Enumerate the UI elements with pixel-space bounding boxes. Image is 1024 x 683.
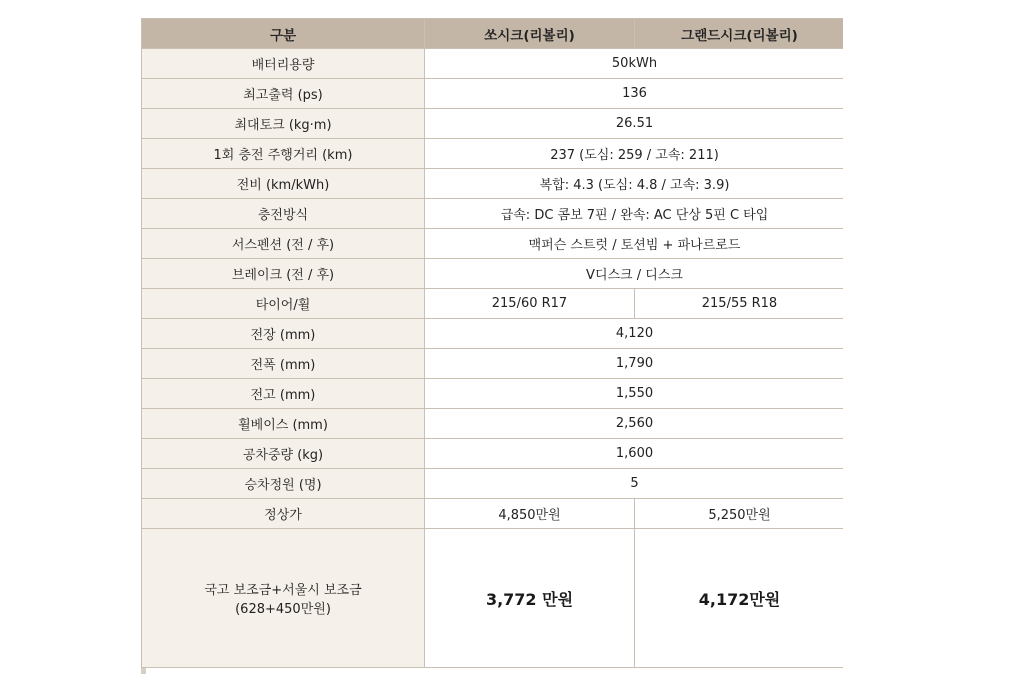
row-value: 237 (도심: 259 / 고속: 211) [425, 139, 845, 169]
row-value: 50kWh [425, 49, 845, 79]
row-label: 최대토크 (kg·m) [142, 109, 425, 139]
row-value-b: 5,250만원 [635, 499, 845, 529]
row-label: 승차정원 (명) [142, 469, 425, 499]
table-row [142, 319, 845, 349]
row-value: 4,120 [425, 319, 845, 349]
row-label: 1회 충전 주행거리 (km) [142, 139, 425, 169]
table-row [142, 79, 845, 109]
row-label: 정상가 [142, 499, 425, 529]
subsidy-value-b: 4,172만원 [635, 529, 845, 668]
row-label: 공차중량 (kg) [142, 439, 425, 469]
table-row [142, 169, 845, 199]
row-value: V디스크 / 디스크 [425, 259, 845, 289]
table-row [142, 499, 845, 529]
row-value-a: 4,850만원 [425, 499, 635, 529]
header-category: 구분 [142, 19, 425, 49]
header-row [142, 19, 845, 49]
table-row [142, 199, 845, 229]
row-value: 맥퍼슨 스트럿 / 토션빔 + 파나르로드 [425, 229, 845, 259]
row-value: 2,560 [425, 409, 845, 439]
row-label: 배터리용량 [142, 49, 425, 79]
subsidy-label [142, 529, 425, 668]
row-value: 급속: DC 콤보 7핀 / 완속: AC 단상 5핀 C 타입 [425, 199, 845, 229]
row-label: 전비 (km/kWh) [142, 169, 425, 199]
row-value: 136 [425, 79, 845, 109]
table-row [142, 109, 845, 139]
table-row [142, 439, 845, 469]
row-value: 26.51 [425, 109, 845, 139]
row-label: 최고출력 (ps) [142, 79, 425, 109]
table-right-edge [843, 18, 845, 674]
table-row [142, 349, 845, 379]
table-row [142, 379, 845, 409]
row-label: 서스펜션 (전 / 후) [142, 229, 425, 259]
row-value: 1,550 [425, 379, 845, 409]
table-row [142, 469, 845, 499]
row-label: 타이어/휠 [142, 289, 425, 319]
row-label: 휠베이스 (mm) [142, 409, 425, 439]
subsidy-label-line2: (628+450만원) [235, 602, 331, 617]
table-row [142, 229, 845, 259]
row-value-b: 215/55 R18 [635, 289, 845, 319]
row-label: 전폭 (mm) [142, 349, 425, 379]
table-row [142, 289, 845, 319]
table-row [142, 49, 845, 79]
table-row [142, 259, 845, 289]
row-value: 5 [425, 469, 845, 499]
header-model-b: 그랜드시크(리볼리) [635, 19, 845, 49]
row-label: 충전방식 [142, 199, 425, 229]
table-row [142, 139, 845, 169]
row-value: 1,600 [425, 439, 845, 469]
subsidy-row [142, 529, 845, 668]
row-value: 복합: 4.3 (도심: 4.8 / 고속: 3.9) [425, 169, 845, 199]
row-value-a: 215/60 R17 [425, 289, 635, 319]
subsidy-label-line1: 국고 보조금+서울시 보조금 [204, 583, 362, 598]
header-model-a: 쏘시크(리볼리) [425, 19, 635, 49]
row-label: 브레이크 (전 / 후) [142, 259, 425, 289]
subsidy-value-a: 3,772 만원 [425, 529, 635, 668]
spec-table [141, 18, 845, 668]
row-value: 1,790 [425, 349, 845, 379]
row-label: 전고 (mm) [142, 379, 425, 409]
row-label: 전장 (mm) [142, 319, 425, 349]
table-row [142, 409, 845, 439]
